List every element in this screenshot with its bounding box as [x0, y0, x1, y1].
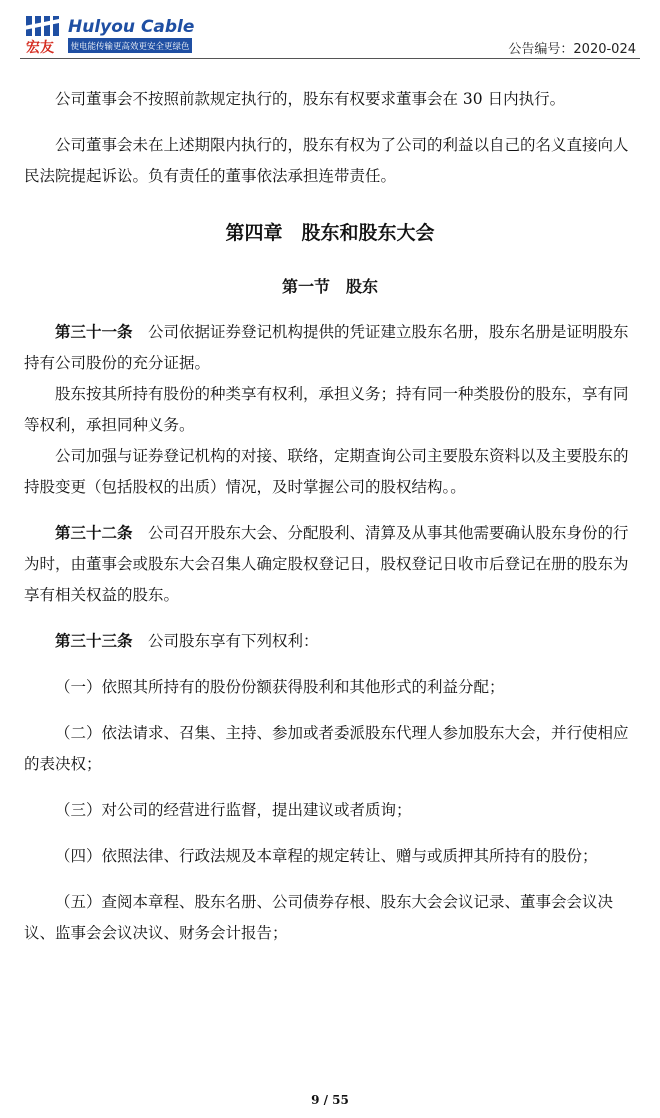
page-number: 9 / 55 — [311, 1093, 349, 1107]
list-item: （一）依照其所持有的股份份额获得股利和其他形式的利益分配； — [55, 678, 505, 696]
section-title: 第一节 股东 — [281, 277, 378, 296]
paragraph: 公司董事会未在上述期限内执行的，股东有权为了公司的利益以自己的名义直接向人民法院提起诉讼。负有责任的董事依法承担连带责任。 — [24, 136, 629, 185]
article-text: 公司依据证券登记机构提供的凭证建立股东名册，股东名册是证明股东持有公司股份的充分证据。 — [24, 323, 629, 372]
article-33 — [24, 626, 636, 657]
article-text: 公司股东享有下列权利： — [132, 632, 319, 650]
logo-mark-icon — [24, 16, 64, 36]
paragraph: 股东按其所持有股份的种类享有权利，承担义务；持有同一种类股份的股东，享有同等权利，承担同种义务。 — [24, 385, 629, 434]
notice-number: 公告编号：2020-024 — [508, 42, 636, 57]
chapter-title: 第四章 股东和股东大会 — [225, 222, 435, 244]
paragraph: 公司加强与证券登记机构的对接、联络，定期查询公司主要股东资料以及主要股东的持股变更（包括股权的出质）情况，及时掌握公司的股权结构。。 — [24, 447, 629, 496]
article-label: 第三十一条 — [55, 323, 133, 341]
list-item: （三）对公司的经营进行监督，提出建议或者质询； — [55, 801, 412, 819]
article-label: 第三十二条 — [55, 524, 133, 542]
paragraph: 公司董事会不按照前款规定执行的，股东有权要求董事会在 30 日内执行。 — [55, 90, 566, 108]
document-body — [24, 84, 636, 949]
logo-slogan-text: 使电能传输更高效更安全更绿色 — [70, 42, 190, 52]
article-32 — [24, 518, 636, 611]
company-logo — [24, 12, 194, 56]
logo-brand-text: Hulyou Cable — [68, 17, 194, 37]
page-header — [0, 0, 660, 62]
list-item: （四）依照法律、行政法规及本章程的规定转让、赠与或质押其所持有的股份； — [55, 847, 598, 865]
list-item: （五）查阅本章程、股东名册、公司债券存根、股东大会会议记录、董事会会议决议、监事会会议决议、财务会计报告； — [24, 893, 614, 942]
article-label: 第三十三条 — [55, 632, 133, 650]
logo-cn-text: 宏友 — [26, 40, 54, 56]
list-item: （二）依法请求、召集、主持、参加或者委派股东代理人参加股东大会，并行使相应的表决权； — [24, 724, 629, 773]
header-divider — [20, 58, 640, 59]
article-text: 公司召开股东大会、分配股利、清算及从事其他需要确认股东身份的行为时，由董事会或股东大会召集人确定股权登记日，股权登记日收市后登记在册的股东为享有相关权益的股东。 — [24, 524, 629, 604]
article-31 — [24, 317, 636, 379]
